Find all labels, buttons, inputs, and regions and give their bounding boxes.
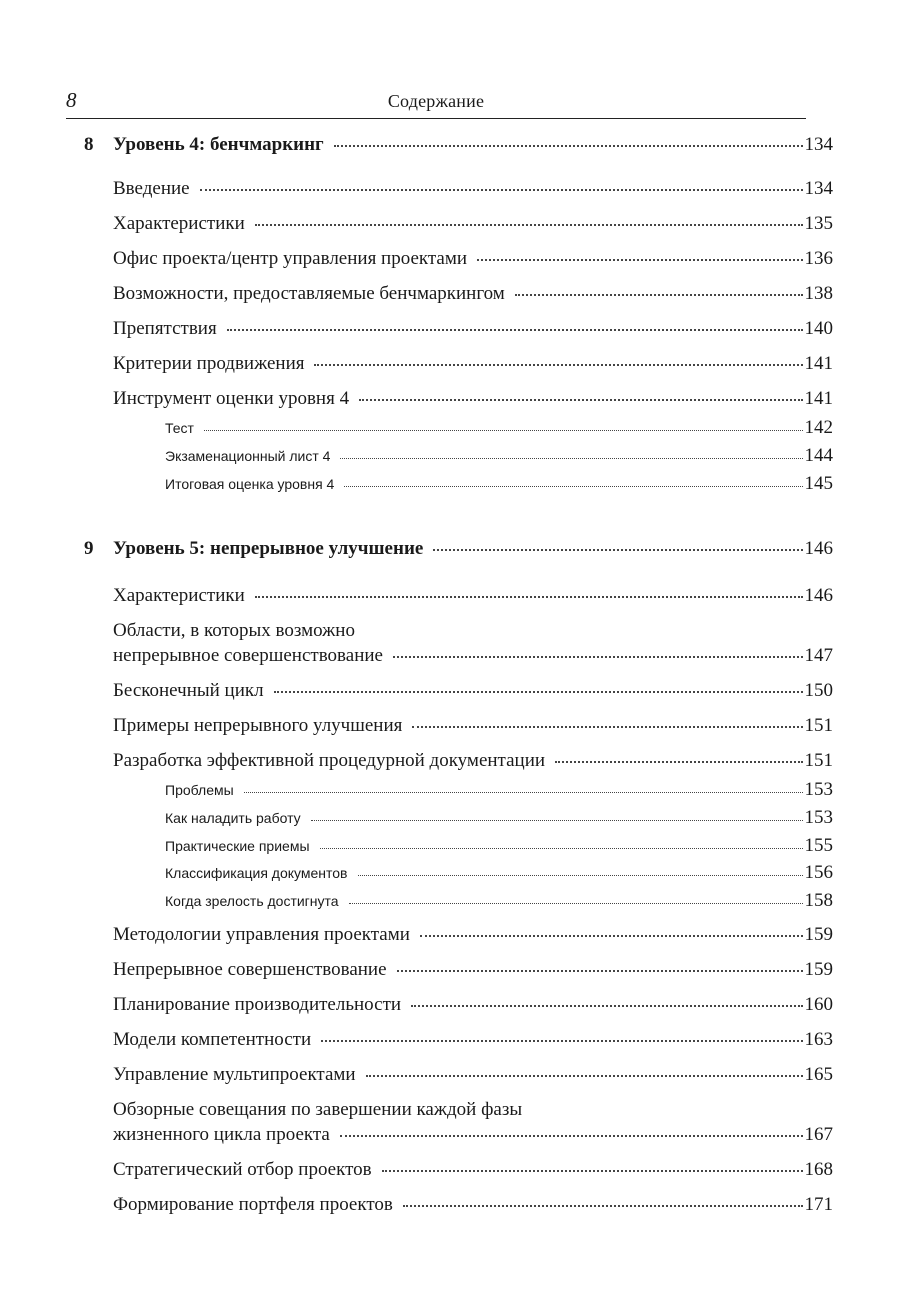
toc-section[interactable] [113, 924, 833, 946]
toc-section[interactable] [113, 1194, 833, 1216]
section-title: Препятствия [113, 318, 217, 339]
toc-section[interactable] [113, 318, 833, 340]
section-title: Методологии управления проектами [113, 924, 410, 945]
page-ref: 150 [804, 680, 833, 701]
dot-leader [359, 399, 802, 401]
dot-leader [314, 364, 802, 366]
page-number: 8 [66, 88, 77, 112]
page-ref: 134 [804, 134, 833, 155]
section-title-line1: Области, в которых возможно [113, 620, 355, 641]
chapter-title: Уровень 5: непрерывное улучшение [113, 538, 424, 559]
section-title: Бесконечный цикл [113, 680, 264, 701]
page-ref: 145 [804, 473, 833, 494]
subsection-title: Итоговая оценка уровня 4 [165, 476, 335, 492]
section-title: Введение [113, 178, 190, 199]
toc-subsection[interactable] [165, 417, 833, 439]
subsection-title: Экзаменационный лист 4 [165, 448, 331, 464]
subsection-title: Как наладить работу [165, 810, 301, 826]
subsection-title: Когда зрелость достигнута [165, 893, 339, 909]
dot-leader [349, 903, 803, 904]
page-ref: 141 [804, 353, 833, 374]
toc-section[interactable] [113, 680, 833, 702]
section-title: Примеры непрерывного улучшения [113, 715, 403, 736]
dot-leader [397, 970, 803, 972]
page-ref: 153 [804, 807, 833, 828]
section-title: Возможности, предоставляемые бенчмаркингом [113, 283, 505, 304]
dot-leader [244, 792, 803, 793]
page-ref: 156 [804, 862, 833, 883]
running-title: Содержание [387, 91, 485, 111]
toc-subsection[interactable] [165, 835, 833, 857]
subsection-title: Практические приемы [165, 838, 310, 854]
section-title-line1: Обзорные совещания по завершении каждой фазы [113, 1099, 523, 1120]
page-ref: 136 [804, 248, 833, 269]
dot-leader [433, 549, 802, 551]
section-title: Стратегический отбор проектов [113, 1159, 372, 1180]
dot-leader [477, 259, 802, 261]
toc-section[interactable] [113, 1029, 833, 1051]
dot-leader [515, 294, 803, 296]
dot-leader [200, 189, 803, 191]
toc-section[interactable] [113, 353, 833, 375]
page-ref: 151 [804, 750, 833, 771]
dot-leader [393, 656, 803, 658]
dot-leader [340, 458, 802, 459]
dot-leader [403, 1205, 803, 1207]
page-ref: 159 [804, 924, 833, 945]
section-title: непрерывное совершенствование [113, 645, 383, 666]
toc-section[interactable] [113, 213, 833, 235]
section-title: Планирование производительности [113, 994, 402, 1015]
section-title: Инструмент оценки уровня 4 [113, 388, 350, 409]
page-ref: 146 [804, 538, 833, 559]
page-ref: 140 [804, 318, 833, 339]
chapter-number: 9 [84, 538, 94, 559]
dot-leader [321, 1040, 802, 1042]
dot-leader [366, 1075, 803, 1077]
toc-chapter-8[interactable] [84, 134, 833, 156]
dot-leader [555, 761, 802, 763]
page-ref: 165 [804, 1064, 833, 1085]
page-header [66, 88, 806, 119]
page-ref: 138 [804, 283, 833, 304]
page-ref: 167 [804, 1124, 833, 1145]
dot-leader [274, 691, 803, 693]
page-ref: 151 [804, 715, 833, 736]
page-ref: 153 [804, 779, 833, 800]
toc-section[interactable] [113, 283, 833, 305]
section-title: Критерии продвижения [113, 353, 305, 374]
dot-leader [344, 486, 802, 487]
page-ref: 134 [804, 178, 833, 199]
section-title: Модели компетентности [113, 1029, 312, 1050]
toc-section[interactable] [113, 959, 833, 981]
toc-chapter-9[interactable] [84, 538, 833, 560]
page-ref: 135 [804, 213, 833, 234]
dot-leader [334, 145, 803, 147]
page-ref: 160 [804, 994, 833, 1015]
page-ref: 144 [804, 445, 833, 466]
toc-section[interactable] [113, 750, 833, 772]
dot-leader [255, 596, 803, 598]
dot-leader [358, 875, 803, 876]
dot-leader [382, 1170, 803, 1172]
subsection-title: Проблемы [165, 782, 234, 798]
toc-section[interactable] [113, 994, 833, 1016]
toc-section[interactable] [113, 1159, 833, 1181]
subsection-title: Тест [165, 420, 194, 436]
dot-leader [227, 329, 803, 331]
toc-section[interactable] [113, 1064, 833, 1086]
dot-leader [411, 1005, 802, 1007]
chapter-title: Уровень 4: бенчмаркинг [113, 134, 324, 155]
toc-section[interactable] [113, 248, 833, 270]
section-title: Управление мультипроектами [113, 1064, 356, 1085]
toc-subsection[interactable] [165, 862, 833, 884]
toc-subsection[interactable] [165, 807, 833, 829]
page-ref: 146 [804, 585, 833, 606]
section-title: жизненного цикла проекта [113, 1124, 330, 1145]
dot-leader [204, 430, 803, 431]
toc-section[interactable] [113, 388, 833, 410]
toc-section[interactable] [113, 645, 833, 667]
chapter-number: 8 [84, 134, 94, 155]
section-title: Разработка эффективной процедурной документации [113, 750, 546, 771]
dot-leader [255, 224, 803, 226]
dot-leader [412, 726, 802, 728]
page-ref: 171 [804, 1194, 833, 1215]
page-ref: 147 [804, 645, 833, 666]
section-title: Характеристики [113, 213, 245, 234]
page-ref: 158 [804, 890, 833, 911]
section-title: Характеристики [113, 585, 245, 606]
toc-section[interactable] [113, 715, 833, 737]
page-ref: 141 [804, 388, 833, 409]
toc-subsection[interactable] [165, 779, 833, 801]
toc-subsection[interactable] [165, 890, 833, 912]
page-ref: 142 [804, 417, 833, 438]
section-title: Непрерывное совершенствование [113, 959, 387, 980]
toc-subsection[interactable] [165, 445, 833, 467]
page-ref: 163 [804, 1029, 833, 1050]
dot-leader [311, 820, 803, 821]
toc-section[interactable] [113, 585, 833, 607]
toc-subsection[interactable] [165, 473, 833, 495]
section-title: Формирование портфеля проектов [113, 1194, 393, 1215]
dot-leader [420, 935, 803, 937]
page-ref: 155 [804, 835, 833, 856]
dot-leader [340, 1135, 803, 1137]
page-ref: 159 [804, 959, 833, 980]
dot-leader [320, 848, 803, 849]
page-ref: 168 [804, 1159, 833, 1180]
toc-section[interactable] [113, 1124, 833, 1146]
section-title: Офис проекта/центр управления проектами [113, 248, 468, 269]
subsection-title: Классификация документов [165, 865, 348, 881]
toc-section[interactable] [113, 178, 833, 200]
